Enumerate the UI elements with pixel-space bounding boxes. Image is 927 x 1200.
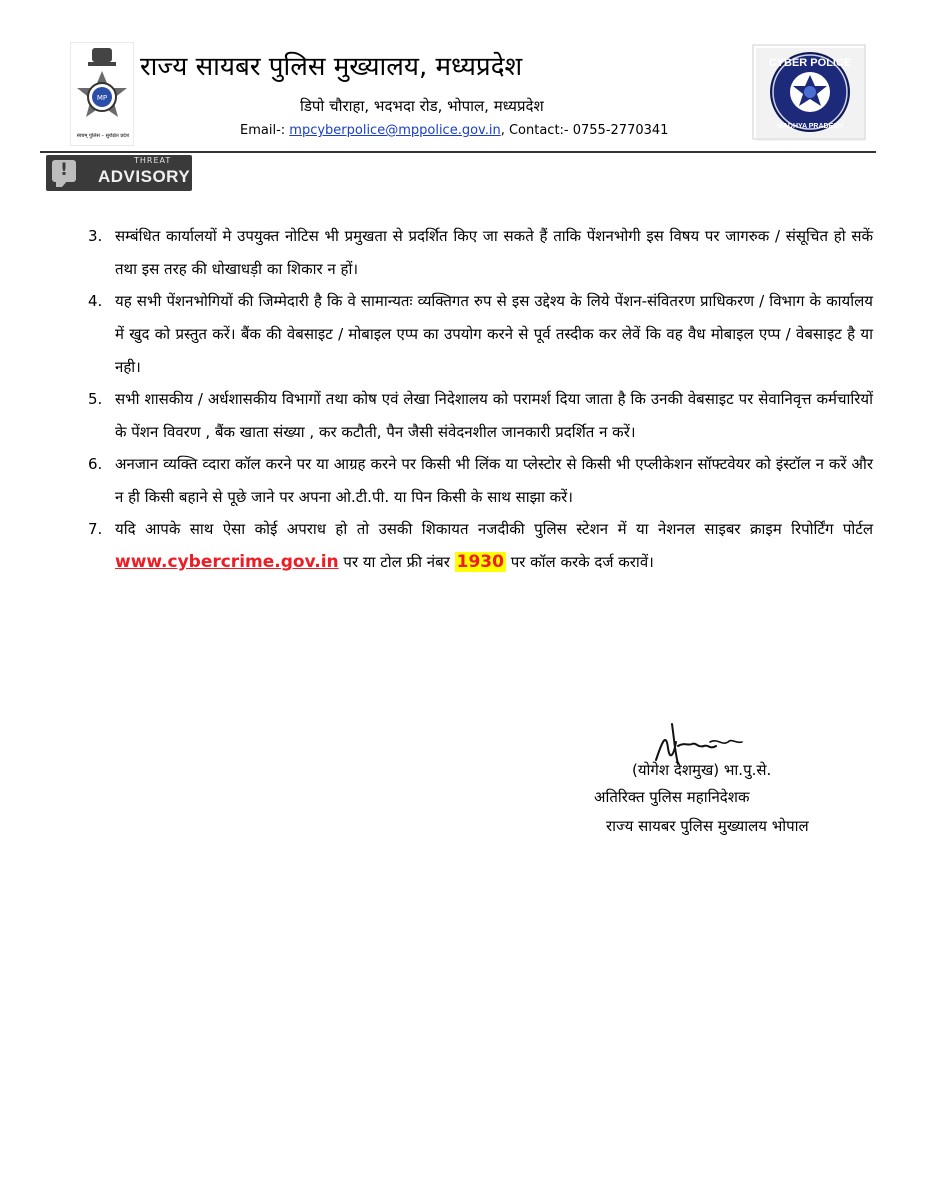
page-title: राज्य सायबर पुलिस मुख्यालय, मध्यप्रदेश — [140, 52, 523, 82]
badge-top-text: CYBER POLICE — [768, 57, 852, 69]
signatory-name: (योगेश देशमुख) भा.पु.से. — [632, 761, 772, 779]
advisory-points — [88, 220, 873, 578]
signatory-office: राज्य सायबर पुलिस मुख्यालय भोपाल — [606, 817, 809, 835]
badge-small-label: THREAT — [134, 156, 172, 165]
badge-bottom-text: MADHYA PRADESH — [777, 123, 843, 130]
email-link[interactable]: mpcyberpolice@mppolice.gov.in — [289, 123, 501, 138]
cybercrime-portal-link[interactable]: www.cybercrime.gov.in — [115, 552, 339, 572]
advisory-point-5 — [88, 383, 873, 449]
emblem-motto: स्वयम् पुलिस – सुरक्षित प्रदेश — [76, 133, 130, 139]
office-address: डिपो चौराहा, भदभदा रोड, भोपाल, मध्यप्रदेश — [300, 97, 544, 115]
advisory-point-6 — [88, 448, 873, 514]
advisory-point-7 — [88, 513, 873, 579]
toll-free-number: 1930 — [456, 552, 504, 572]
badge-main-label: ADVISORY — [98, 167, 191, 186]
signatory-designation: अतिरिक्त पुलिस महानिदेशक — [594, 788, 750, 806]
header-divider — [40, 151, 876, 153]
advisory-point-4 — [88, 285, 873, 384]
point-number: 3. — [88, 227, 103, 245]
point-text: यह सभी पेंशनभोगियों की जिम्मेदारी है कि वे सामान्यतः व्यक्तिगत रुप से इस उद्देश्य के लिये पेंशन-संवितरण प्राधिकरण / विभाग के कार्यालय में खुद को प्रस्तुत करें। बैंक की वेबसाइट / मोबाइल एप्प का उपयोग करने से पूर्व तस्दीक कर लेवें कि वह वैध मोबाइल एप्प / वेबसाइट है या नही। — [115, 292, 873, 376]
point-text: सभी शासकीय / अर्धशासकीय विभागों तथा कोष एवं लेखा निदेशालय को परामर्श दिया जाता है कि उनकी वेबसाइट पर सेवानिवृत्त कर्मचारियों के पेंशन विवरण , बैंक खाता संख्या , कर कटौती, पैन जैसी संवेदनशील जानकारी प्रदर्शित न करें। — [115, 390, 873, 441]
point-text: सम्बंधित कार्यालयों मे उपयुक्त नोटिस भी प्रमुखता से प्रदर्शित किए जा सकते हैं ताकि पेंशनभोगी इस विषय पर जागरुक / संसूचित हो सकें तथा इस तरह की धोखाधड़ी का शिकार न हों। — [115, 227, 873, 278]
email-label: Email-: — [240, 123, 290, 138]
mp-police-emblem-icon — [70, 42, 134, 146]
cyber-police-madhya-pradesh-badge-icon — [752, 44, 868, 142]
point-text: अनजान व्यक्ति व्दारा कॉल करने पर या आग्रह करने पर किसी भी लिंक या प्लेस्टोर से किसी भी एप्लीकेशन सॉफ्टवेयर को इंस्टॉल न करें और न ही किसी बहाने से पूछे जाने पर अपना ओ.टी.पी. या पिन किसी के साथ साझा करें। — [115, 455, 873, 506]
contact-line — [240, 122, 668, 140]
point-number: 5. — [88, 390, 103, 408]
point-number: 7. — [88, 520, 103, 538]
point-number: 6. — [88, 455, 103, 473]
contact-number: , Contact:- 0755-2770341 — [500, 123, 669, 138]
point-text: यदि आपके साथ ऐसा कोई अपराध हो तो उसकी शिकायत नजदीकी पुलिस स्टेशन में या नेशनल साइबर क्राइम रिपोर्टिंग पोर्टल www.cybercrime.gov.in पर या टोल फ्री नंबर 1930 पर कॉल करके दर्ज करावें। — [115, 520, 873, 572]
svg-text:MP: MP — [96, 94, 108, 102]
threat-advisory-badge: ! THREAT ADVISORY — [46, 155, 192, 191]
point-number: 4. — [88, 292, 103, 310]
advisory-point-3 — [88, 220, 873, 286]
